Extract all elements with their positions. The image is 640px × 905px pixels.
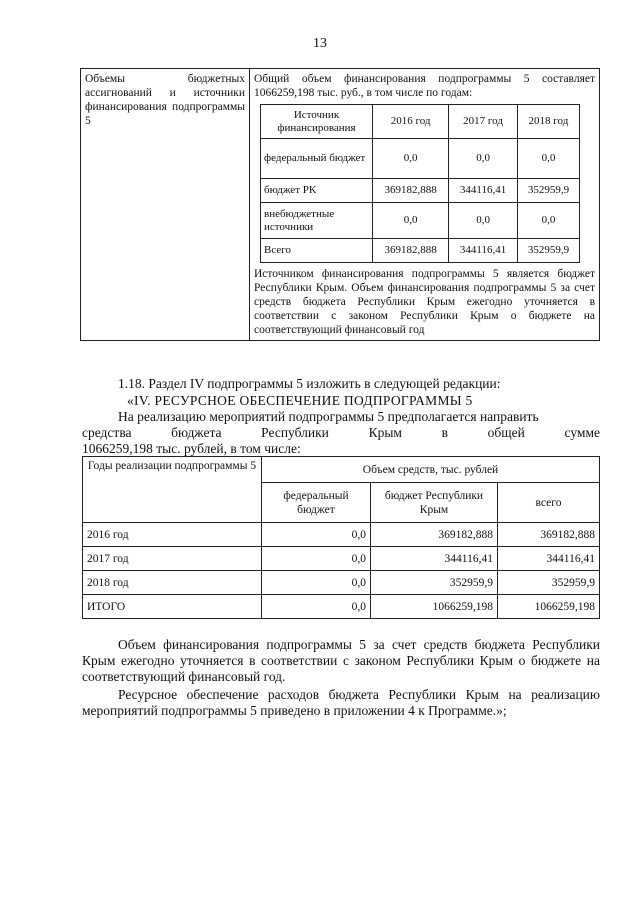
page-number: 13	[313, 36, 327, 51]
cell-value: 352959,9	[498, 571, 600, 595]
cell-value: 344116,41	[371, 547, 498, 571]
intro-word: бюджета	[171, 425, 222, 440]
cell-value: 0,0	[262, 547, 371, 571]
funding-note: Источником финансирования подпрограммы 5 является бюджет Республики Крым. Объем финансирования подпрограммы 5 за счет средств бюджета Республики Крым ежегодно уточняется в соответствии с законом Республики Крым о бюджете на соответствующий финансовый год	[254, 268, 595, 336]
header-2018: 2018 год	[517, 105, 579, 139]
cell-value: 0,0	[449, 139, 518, 179]
funding-by-year-table	[260, 104, 580, 263]
row-label: бюджет РК	[261, 179, 373, 203]
amendment-item: 1.18. Раздел IV подпрограммы 5 изложить в следующей редакции:	[118, 376, 501, 391]
cell-value: 0,0	[517, 139, 579, 179]
intro-word: Республики	[261, 425, 329, 440]
cell-value: 369182,888	[498, 523, 600, 547]
cell-value: 1066259,198	[498, 595, 600, 619]
section-intro-line2	[82, 425, 600, 441]
cell-value: 344116,41	[449, 179, 518, 203]
cell-value: 352959,9	[517, 179, 579, 203]
cell-value: 1066259,198	[371, 595, 498, 619]
intro-word: средства	[82, 425, 132, 440]
cell-value: 0,0	[373, 139, 449, 179]
cell-value: 0,0	[517, 203, 579, 239]
table-row	[261, 139, 580, 179]
table-row	[83, 523, 600, 547]
resource-table	[82, 456, 600, 619]
cell-value: 369182,888	[371, 523, 498, 547]
cell-value: 352959,9	[517, 239, 579, 263]
cell-value: 344116,41	[449, 239, 518, 263]
funding-content-cell	[250, 69, 600, 341]
header-federal: федеральный бюджет	[262, 483, 371, 523]
cell-value: 352959,9	[371, 571, 498, 595]
row-label: Всего	[261, 239, 373, 263]
cell-value: 0,0	[262, 523, 371, 547]
intro-word: в	[441, 425, 448, 440]
cell-value: 369182,888	[373, 179, 449, 203]
header-total: всего	[498, 483, 600, 523]
cell-value: 0,0	[449, 203, 518, 239]
funding-intro: Общий объем финансирования подпрограммы 5 составляет 1066259,198 тыс. руб., в том числе по годам:	[254, 73, 595, 99]
row-year: 2016 год	[83, 523, 262, 547]
row-year: ИТОГО	[83, 595, 262, 619]
table-row	[83, 595, 600, 619]
closing-paragraph-1: Объем финансирования подпрограммы 5 за счет средств бюджета Республики Крым ежегодно уточняется в соответствии с законом Республики Крым о бюджете на соответствующий финансовый год.	[82, 637, 600, 684]
intro-word: Крым	[368, 425, 402, 440]
header-years: Годы реализации подпрограммы 5	[83, 457, 262, 523]
section-intro-line3: 1066259,198 тыс. рублей, в том числе:	[82, 441, 301, 456]
header-2017: 2017 год	[449, 105, 518, 139]
cell-value: 0,0	[262, 571, 371, 595]
table-row	[261, 203, 580, 239]
table-row	[261, 239, 580, 263]
row-year: 2017 год	[83, 547, 262, 571]
header-rk-budget: бюджет Республики Крым	[371, 483, 498, 523]
funding-label-cell: Объемы бюджетных ассигнований и источники финансирования подпрограммы 5	[81, 69, 250, 341]
header-2016: 2016 год	[373, 105, 449, 139]
cell-value: 344116,41	[498, 547, 600, 571]
funding-summary-table	[80, 68, 600, 341]
section-heading: «IV. РЕСУРСНОЕ ОБЕСПЕЧЕНИЕ ПОДПРОГРАММЫ 5	[127, 393, 473, 408]
section-intro-line1: На реализацию мероприятий подпрограммы 5 предполагается направить	[118, 409, 539, 424]
row-label: внебюджетные источники	[261, 203, 373, 239]
cell-value: 0,0	[373, 203, 449, 239]
row-year: 2018 год	[83, 571, 262, 595]
cell-value: 0,0	[262, 595, 371, 619]
table-row	[83, 547, 600, 571]
intro-word: общей	[487, 425, 525, 440]
table-row	[83, 571, 600, 595]
closing-paragraph-2: Ресурсное обеспечение расходов бюджета Республики Крым на реализацию мероприятий подпрограммы 5 приведено в приложении 4 к Программе.»;	[82, 687, 600, 718]
intro-word: сумме	[564, 425, 600, 440]
header-source: Источник финансирования	[261, 105, 373, 139]
table-row	[261, 179, 580, 203]
cell-value: 369182,888	[373, 239, 449, 263]
header-volume: Объем средств, тыс. рублей	[262, 457, 600, 483]
row-label: федеральный бюджет	[261, 139, 373, 179]
